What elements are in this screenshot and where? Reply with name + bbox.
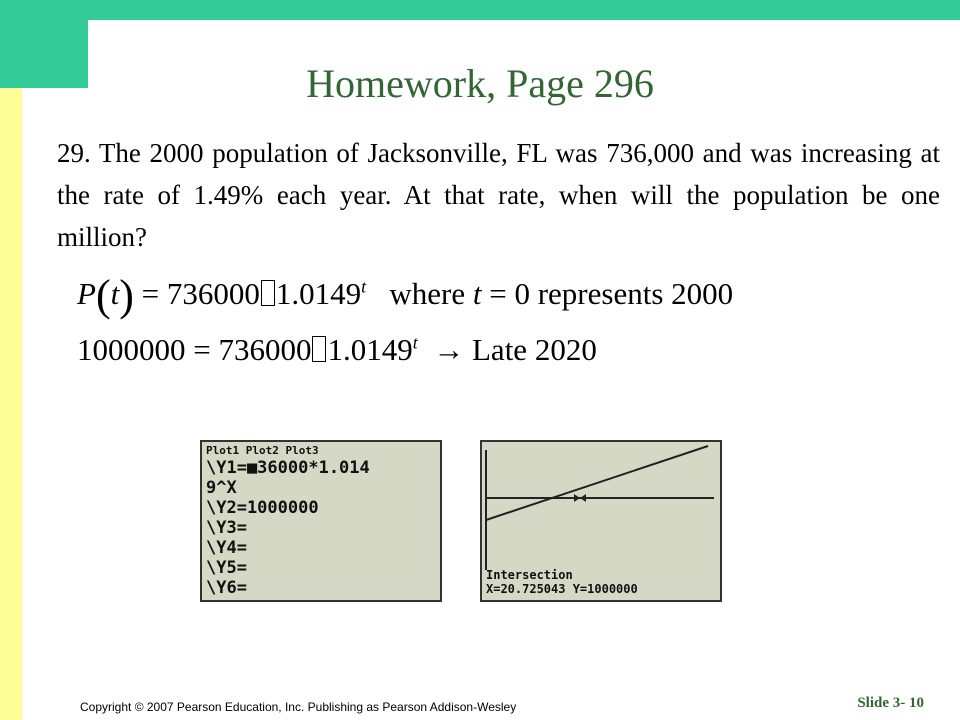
calc-plot-header: Plot1 Plot2 Plot3 <box>206 444 319 457</box>
left-accent-bar <box>0 0 22 720</box>
slide-title: Homework, Page 296 <box>306 61 654 106</box>
eq1-function-name: P <box>77 276 96 311</box>
calculator-y-editor-screen <box>200 440 442 602</box>
eq1-coefficient: = 736000 <box>141 276 260 311</box>
calc-graph-label: Intersection <box>486 568 573 582</box>
calc-line-2: 9^X <box>206 478 237 498</box>
eq2-lhs: 1000000 = 736000 <box>77 332 312 367</box>
calc-graph-exponential-curve <box>486 446 708 520</box>
calculator-graph-screen <box>480 440 722 602</box>
eq1-where: where <box>389 276 466 311</box>
eq1-exponent: t <box>361 276 367 297</box>
eq1-where-variable: t <box>472 276 482 311</box>
calc-line-6: \Y5= <box>206 558 247 578</box>
eq2-exponent: t <box>412 332 418 353</box>
right-arrow-icon: → <box>433 332 465 367</box>
calc-line-3: \Y2=1000000 <box>206 498 319 518</box>
equation-model <box>77 270 733 321</box>
eq2-base: 1.0149 <box>327 332 413 367</box>
calc-graph-readout: X=20.725043 Y=1000000 <box>486 582 638 596</box>
calc-line-4: \Y3= <box>206 518 247 538</box>
eq1-base: 1.0149 <box>275 276 362 311</box>
eq1-where-text: = 0 represents 2000 <box>489 276 734 311</box>
eq2-missing-glyph-box <box>312 336 326 362</box>
equation-solve <box>77 332 597 368</box>
eq2-result: Late 2020 <box>472 332 597 367</box>
slide-number: Slide 3- 10 <box>857 695 924 711</box>
eq1-missing-glyph-box <box>261 280 275 306</box>
copyright-footer: Copyright © 2007 Pearson Education, Inc. Publishing as Pearson Addison-Wesley <box>80 700 517 714</box>
eq1-paren-open: ( <box>95 271 111 320</box>
eq1-paren-close: ) <box>119 271 134 320</box>
top-accent-bar <box>88 0 960 20</box>
calc-line-1: \Y1=■36000*1.014 <box>206 458 370 478</box>
calc-graph-intersection-cursor <box>574 494 586 502</box>
calc-line-5: \Y4= <box>206 538 247 558</box>
problem-text: 29. The 2000 population of Jacksonville, FL was 736,000 and was increasing at the rate of 1.49% each year. At that rate, when will the population be one million? <box>57 138 940 252</box>
eq1-variable: t <box>110 276 120 311</box>
calc-line-7: \Y6= <box>206 578 247 598</box>
